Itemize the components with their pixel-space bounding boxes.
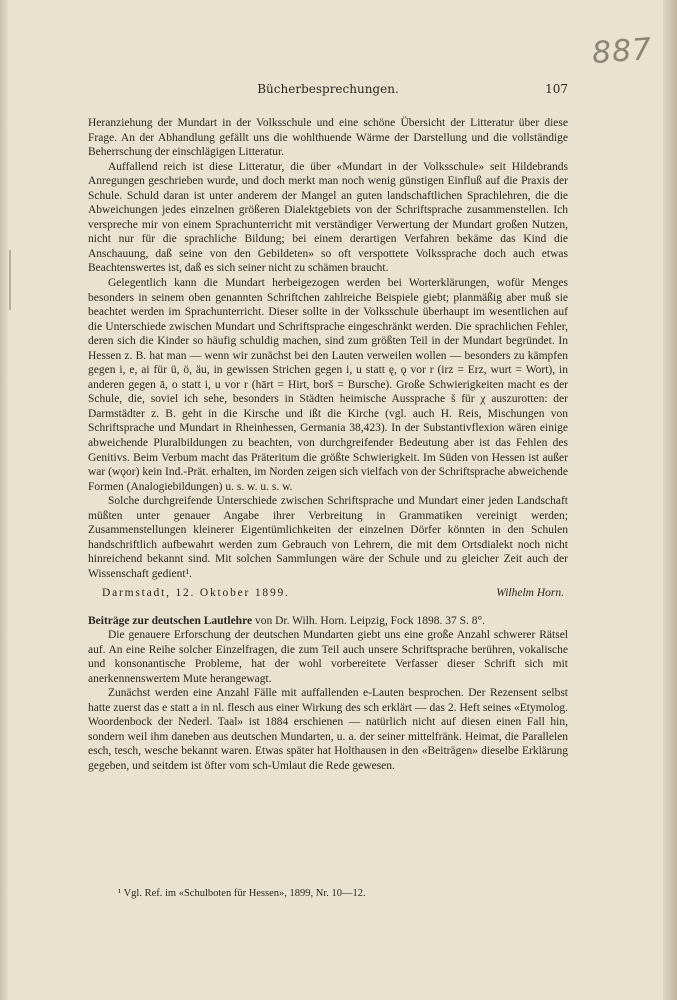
signature-line (88, 586, 568, 602)
body-text (88, 116, 568, 774)
paragraph: Gelegentlich kann die Mundart herbeigezogen werden bei Worterklärungen, wofür Menges besonders in seinem oben genannten Schriftchen zahlreiche Beispiele giebt; planmäßig aber muß sie beachtet werden im Sprachunterricht. Dieser sollte in der Volksschule überhaupt im wesentlichen auf die Unterschiede zwischen Mundart und Schriftsprache eingeschränkt werden. Die sprachlichen Fehler, deren sich die Kinder so häufig schuldig machen, sind zum größten Teil in der Mundart begründet. In Hessen z. B. hat man — wenn wir zunächst bei den Lauten verweilen wollen — besonders zu kämpfen gegen i, e, ai für ü, ö, äu, in gewissen Strichen gegen i, u statt ę, ǫ vor r (irz = Erz, wurt = Wort), in anderen gegen ā, o statt i, u vor r (hārt = Hirt, borš = Bursche). Große Schwierigkeiten macht es der Schule, die, soviel ich sehe, besonders in Städten heimische Aussprache š für χ auszurotten: der Darmstädter z. B. geht in die Kirsche und ißt die Kirche (vgl. auch H. Reis, Mischungen von Schriftsprache und Mundart in Rheinhessen, Germania 38,423). In der Substantivflexion wären einige abweichende Pluralbildungen zu beachten, von durchgreifender Bedeutung aber ist das Fehlen des Genitivs. Beim Verbum macht das Präteritum die größte Schwierigkeit. Im Süden von Hessen ist außer war (wǫor) kein Ind.-Prät. erhalten, im Norden zeigen sich vielfach von der Schriftsprache abweichende Formen (Analogiebildungen) u. s. w. u. s. w. (88, 277, 568, 493)
fold-mark (9, 250, 11, 310)
review-title-line (88, 614, 568, 629)
page-number: 107 (545, 82, 568, 96)
paragraph: Auffallend reich ist diese Litteratur, die über «Mundart in der Volksschule» seit Hildebrands Anregungen geschrieben wurde, und doch merkt man noch wenig günstigen Einfluß auf die Praxis der Schule. Schuld daran ist unter anderem der Mangel an guten landschaftlichen Sprachlehren, die die Abweichungen jedes einzelnen größeren Dialektgebiets von der Schriftsprache zusammenstellen. Ich verspreche mir von einem Sprachunterricht mit verständiger Verwertung der Mundart großen Nutzen, nicht nur für die sprachliche Bildung; bei einem derartigen Verfahren bekäme das Kind die Anschauung, daß seine von den Gebildeten» so oft verspottete Volkssprache doch auch etwas Beachtenswertes ist, daß es sich seiner nicht zu schämen braucht. (88, 160, 568, 275)
handwritten-folio-number: 887 (590, 31, 654, 72)
footnote: ¹ Vgl. Ref. im «Schulboten für Hessen», 1899, Nr. 10—12. (118, 888, 366, 899)
paragraph: Heranziehung der Mundart in der Volksschule und eine schöne Übersicht der Litteratur über diese Frage. An der Abhandlung gefällt uns die wohlthuende Wärme der Darstellung und die vollständige Beherrschung der einschlägigen Litteratur. (88, 117, 568, 159)
paragraph: Solche durchgreifende Unterschiede zwischen Schriftsprache und Mundart einer jeden Landschaft müßten unter genauer Angabe ihrer Verbreitung in Grammatiken vereinigt werden; Zusammenstellungen kleinerer Eigentümlichkeiten der einzelnen Dörfer könnten in den Schulen handschriftlich aufbewahrt werden zum Gebrauch von Lehrern, die mit dem Ortsdialekt noch nicht hinreichend bekannt sind. Mit solchen Sammlungen wäre der Schule und zu gleicher Zeit auch der Wissenschaft gedient¹. (88, 495, 568, 580)
review-heading: Beiträge zur deutschen Lautlehre (88, 614, 253, 627)
paragraph: Die genauere Erforschung der deutschen Mundarten giebt uns eine große Anzahl schwerer Rätsel auf. An eine Reihe solcher Einzelfragen, die zum Teil auch unsere Schriftsprache berühren, vokalische und konsonantische Probleme, hat der wohl vorbereitete Verfasser dieser Schrift sich mit anerkennenswertem Mute herangewagt. (88, 629, 568, 685)
running-header (88, 82, 568, 100)
page-edge (0, 0, 8, 1000)
running-title: Bücherbesprechungen. (257, 82, 399, 96)
signature-author: Wilhelm Horn. (496, 586, 564, 599)
review-byline: von Dr. Wilh. Horn. Leipzig, Fock 1898. 37 S. 8°. (254, 614, 486, 627)
signature-place-date: Darmstadt, 12. Oktober 1899. (102, 586, 290, 599)
book-spine (663, 0, 677, 1000)
paragraph: Zunächst werden eine Anzahl Fälle mit auffallenden e-Lauten besprochen. Der Rezensent selbst hatte zuerst das e statt a in nl. flesch aus einer Wirkung des sch erklärt — das 2. Heft seines «Etymolog. Woordenbock der Nederl. Taal» ist 1884 erschienen — natürlich nicht auf diesen einen Fall hin, sondern weil ihm daneben aus deutschen Mundarten, u. a. der seiner mittelfränk. Heimat, die Parallelen esch, tesch, wesche bekannt waren. Etwas später hat Holthausen in den «Beiträgen» dieselbe Erklärung gegeben, und seitdem ist öfter vom sch-Umlaut die Rede gewesen. (88, 687, 568, 772)
